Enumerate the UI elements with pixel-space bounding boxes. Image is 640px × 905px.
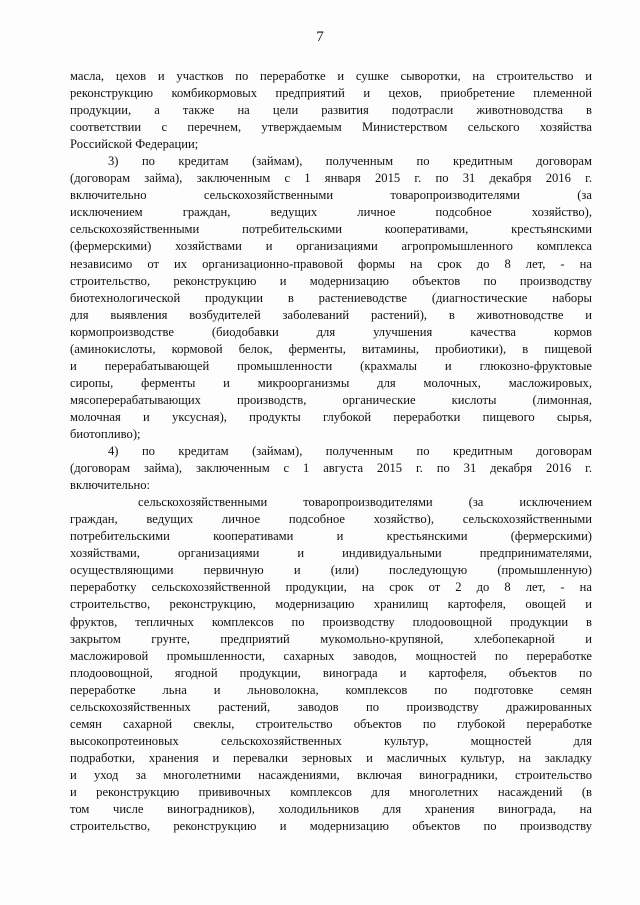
text-line: (фермерскими) хозяйствами и организациями агропромышленного комплекса bbox=[70, 239, 592, 254]
text-line: и уход за многолетними насаждениями, включая виноградники, строительство bbox=[70, 767, 592, 782]
text-line: молочная и уксусная), продукты глубокой переработки пищевого сырья, bbox=[70, 409, 592, 424]
text-line: реконструкцию комбикормовых предприятий и цехов, приобретение племенной bbox=[70, 86, 592, 101]
text-line: высокопротеиновых сельскохозяйственных культур, мощностей для bbox=[70, 733, 592, 748]
text-line: кормопроизводстве (биодобавки для улучшения качества кормов bbox=[70, 324, 592, 339]
text-line: для выявления возбудителей заболеваний растений), в животноводстве и bbox=[70, 307, 592, 322]
text-line: сельскохозяйственными потребительскими кооперативами, крестьянскими bbox=[70, 222, 592, 237]
text-line: сельскохозяйственных растений, заводов по производству дражированных bbox=[70, 699, 592, 714]
text-line: Российской Федерации; bbox=[70, 137, 199, 152]
text-line: 4) по кредитам (займам), полученным по кредитным договорам bbox=[108, 444, 592, 459]
text-line: плодоовощной, ягодной продукции, винограда и картофеля, объектов по bbox=[70, 665, 592, 680]
text-line: включительно сельскохозяйственными товаропроизводителями (за bbox=[70, 188, 592, 203]
text-line: граждан, ведущих личное подсобное хозяйство), сельскохозяйственными bbox=[70, 512, 592, 527]
text-line: строительство, реконструкцию и модернизацию объектов по производству bbox=[70, 819, 592, 834]
page-number: 7 bbox=[316, 29, 324, 45]
text-line: (договорам займа), заключенным с 1 августа 2015 г. по 31 декабря 2016 г. bbox=[70, 461, 592, 476]
text-line: переработке льна и льноволокна, комплексов по подготовке семян bbox=[70, 682, 592, 697]
text-line: независимо от их организационно-правовой формы на срок до 8 лет, - на bbox=[70, 256, 592, 271]
text-line: мясоперерабатывающих производств, органические кислоты (лимонная, bbox=[70, 392, 592, 407]
text-line: фруктов, тепличных комплексов по производству плодоовощной продукции в bbox=[70, 614, 592, 629]
text-line: осуществляющими первичную и (или) последующую (промышленную) bbox=[70, 563, 592, 578]
text-line: масла, цехов и участков по переработке и сушке сыворотки, на строительство и bbox=[70, 69, 592, 83]
text-line: закрытом грунте, предприятий мукомольно-крупяной, хлебопекарной и bbox=[70, 631, 592, 646]
text-line: строительство, реконструкцию, модернизацию хранилищ картофеля, овощей и bbox=[70, 597, 592, 612]
text-line: включительно: bbox=[70, 478, 151, 493]
text-line: биотопливо); bbox=[70, 426, 141, 441]
text-line: семян сахарной свеклы, строительство объектов по глубокой переработке bbox=[70, 716, 592, 731]
text-line: 3) по кредитам (займам), полученным по кредитным договорам bbox=[108, 154, 592, 169]
text-line: соответствии с перечнем, утверждаемым Министерством сельского хозяйства bbox=[70, 120, 592, 135]
text-line: подработки, хранения и перевалки зерновых и масличных культур, на закладку bbox=[70, 750, 592, 765]
text-line: и реконструкцию прививочных комплексов для многолетних насаждений (в bbox=[70, 784, 592, 799]
text-line: и перерабатывающей промышленности (крахмалы и глюкозно-фруктовые bbox=[70, 358, 592, 373]
text-line: сельскохозяйственными товаропроизводителями (за исключением bbox=[138, 495, 592, 510]
text-line: переработку сельскохозяйственной продукции, на срок от 2 до 8 лет, - на bbox=[70, 580, 592, 595]
document-body bbox=[70, 68, 592, 835]
text-line: исключением граждан, ведущих личное подсобное хозяйство), bbox=[70, 205, 592, 220]
text-line: биотехнологической продукции в растениеводстве (диагностические наборы bbox=[70, 290, 592, 305]
text-line: потребительскими кооперативами и крестьянскими (фермерскими) bbox=[70, 529, 592, 544]
text-line: строительство, реконструкцию и модернизацию объектов по производству bbox=[70, 273, 592, 288]
text-line: продукции, а также на цели развития подотрасли животноводства в bbox=[70, 103, 592, 118]
text-line: том числе виноградников), холодильников для хранения винограда, на bbox=[70, 802, 592, 817]
text-line: (договорам займа), заключенным с 1 января 2015 г. по 31 декабря 2016 г. bbox=[70, 171, 592, 186]
text-line: масложировой промышленности, сахарных заводов, мощностей по переработке bbox=[70, 648, 592, 663]
text-line: хозяйствами, организациями и индивидуальными предпринимателями, bbox=[70, 546, 592, 561]
text-line: сиропы, ферменты и микроорганизмы для молочных, масложировых, bbox=[70, 375, 592, 390]
text-line: (аминокислоты, кормовой белок, ферменты, витамины, пробиотики), в пищевой bbox=[70, 341, 592, 356]
